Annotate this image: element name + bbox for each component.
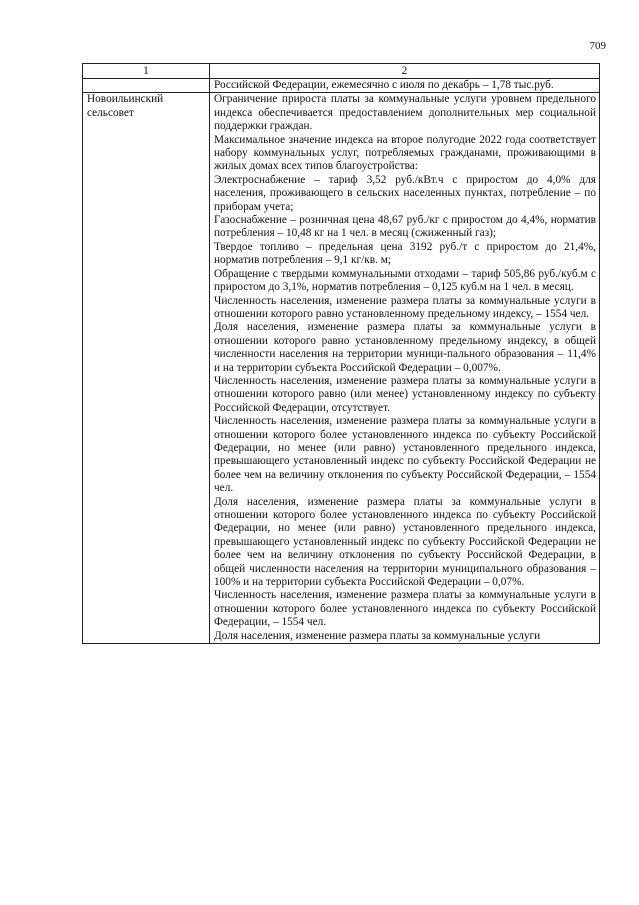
paragraph-waste: Обращение с твердыми коммунальными отходами – тариф 505,86 руб./куб.м с приростом до 3,1%, норматив потребления – 0,125 куб.м на 1 чел. в месяц. (214, 267, 596, 294)
paragraph-population-more: Численность населения, изменение размера платы за коммунальные услуги в отношении которого более установленного индекса по субъекту Российской Федерации, – 1554 чел. (214, 589, 596, 629)
page-number: 709 (589, 40, 606, 52)
paragraph-limit: Ограничение прироста платы за коммунальные услуги уровнем предельного индекса обеспечивается предоставлением дополнительных мер социальной поддержки граждан. (214, 93, 596, 133)
municipality-name: Новоильинский сельсовет (83, 93, 210, 644)
document-table (82, 63, 600, 644)
paragraph-gas: Газоснабжение – розничная цена 48,67 руб./кг с приростом до 4,4%, норматив потребления – 10,48 кг на 1 чел. в месяц (сжиженный газ); (214, 214, 596, 240)
paragraph-population-between: Численность населения, изменение размера платы за коммунальные услуги в отношении которого более установленного индекса по субъекту Российской Федерации, но менее (или равно) установленного предельного индекса, превышающего установленный индекс по субъекту Российской Федерации не более чем на величину отклонения по субъекту Российской Федерации, – 1554 чел. (214, 415, 596, 495)
paragraph-share-equal: Доля населения, изменение размера платы за коммунальные услуги в отношении которого равно установленному предельному индексу, в общей численности населения на территории муници-пального образования – 11,4% и на территории субъекта Российской Федерации – 0,007%. (214, 321, 596, 374)
column-1-header: 1 (83, 64, 210, 79)
paragraph-share-between: Доля населения, изменение размера платы за коммунальные услуги в отношении которого более установленного индекса по субъекту Российской Федерации, но менее (или равно) установленного предельного индекса, превышающего установленный индекс по субъекту Российской Федерации не более чем на величину отклонения по субъекту Российской Федерации, в общей численности населения на территории муниципального образования – 100% и на территории субъекта Российской Федерации – 0,07%. (214, 495, 596, 589)
paragraph-max-index: Максимальное значение индекса на второе полугодие 2022 года соответствует набору коммунальных услуг, потребляемых гражданами, проживающими в жилых домах всех типов благоустройства: (214, 133, 596, 173)
continuation-row (83, 79, 600, 93)
paragraph-electricity: Электроснабжение – тариф 3,52 руб./кВт.ч с приростом до 4,0% для населения, проживающего в сельских населенных пунктах, потребление – по приборам учета; (214, 173, 596, 213)
paragraph-population-less: Численность населения, изменение размера платы за коммунальные услуги в отношении которого равно (или менее) установленному индексу по субъекту Российской Федерации, отсутствует. (214, 374, 596, 414)
continuation-text-cell (210, 79, 600, 93)
paragraph-population-equal: Численность населения, изменение размера платы за коммунальные услуги в отношении которого равно установленному предельному индексу, – 1554 чел. (214, 294, 596, 320)
continuation-text: Российской Федерации, ежемесячно с июля по декабрь – 1,78 тыс.руб. (214, 79, 554, 91)
column-2-header: 2 (210, 64, 600, 79)
paragraph-share-more: Доля населения, изменение размера платы за коммунальные услуги (214, 629, 541, 642)
table-header-row (83, 64, 600, 79)
description-cell (210, 93, 600, 644)
paragraph-solid-fuel: Твердое топливо – предельная цена 3192 руб./т с приростом до 21,4%, норматив потребления – 9,1 кг/кв. м; (214, 240, 596, 267)
table-row (83, 93, 600, 644)
continuation-municipality-cell (83, 79, 210, 93)
